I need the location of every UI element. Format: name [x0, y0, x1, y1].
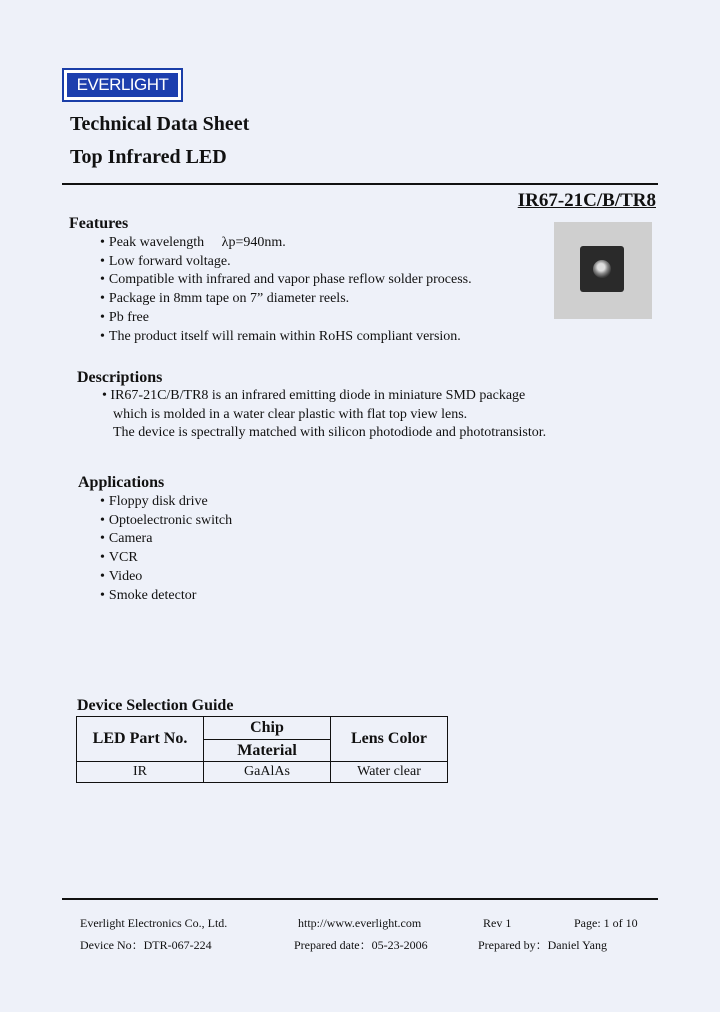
list-item: • Compatible with infrared and vapor phase reflow solder process. [100, 271, 472, 290]
led-package-image [580, 246, 624, 292]
footer-device-no: Device No：DTR-067-224 [80, 938, 212, 952]
list-item: • Camera [100, 530, 232, 549]
list-item: • Peak wavelength λp=940nm. [100, 234, 472, 253]
col-led-part-no: LED Part No. [77, 717, 204, 762]
doc-subtitle: Top Infrared LED [70, 146, 227, 168]
col-chip: Chip [204, 717, 331, 740]
list-item: • VCR [100, 549, 232, 568]
part-number: IR67-21C/B/TR8 [517, 190, 656, 211]
applications-list [100, 493, 232, 605]
cell-material: GaAlAs [204, 762, 331, 783]
device-selection-table [76, 716, 448, 783]
list-item: • Pb free [100, 309, 472, 328]
description-line-2: which is molded in a water clear plastic with flat top view lens. [113, 407, 468, 422]
features-list [100, 234, 472, 346]
description-line-3: The device is spectrally matched with silicon photodiode and phototransistor. [113, 425, 547, 440]
list-item: • Video [100, 568, 232, 587]
footer-divider [62, 898, 658, 900]
list-item: • The product itself will remain within RoHS compliant version. [100, 328, 472, 347]
features-heading: Features [69, 215, 129, 232]
col-material: Material [204, 740, 331, 762]
footer-url[interactable]: http://www.everlight.com [298, 916, 422, 930]
footer-company: Everlight Electronics Co., Ltd. [80, 916, 228, 930]
everlight-logo [62, 68, 183, 102]
footer-rev: Rev 1 [483, 916, 512, 930]
col-lens-color: Lens Color [331, 717, 448, 762]
logo-text: EVERLIGHT [67, 73, 178, 97]
led-product-photo [554, 222, 652, 319]
list-item: • Smoke detector [100, 587, 232, 606]
description-line-1: • IR67-21C/B/TR8 is an infrared emitting diode in miniature SMD package [102, 388, 526, 403]
table-row [77, 762, 448, 783]
descriptions-heading: Descriptions [77, 369, 163, 386]
footer-prepared-date: Prepared date：05-23-2006 [294, 938, 428, 952]
doc-title: Technical Data Sheet [70, 113, 250, 135]
cell-part: IR [77, 762, 204, 783]
footer-page: Page: 1 of 10 [574, 916, 638, 930]
list-item: • Package in 8mm tape on 7” diameter reels. [100, 290, 472, 309]
applications-heading: Applications [78, 474, 165, 491]
selection-guide-heading: Device Selection Guide [77, 697, 234, 714]
list-item: • Floppy disk drive [100, 493, 232, 512]
header-divider [62, 183, 658, 185]
list-item: • Optoelectronic switch [100, 512, 232, 531]
list-item: • Low forward voltage. [100, 253, 472, 272]
cell-lens: Water clear [331, 762, 448, 783]
footer-prepared-by: Prepared by：Daniel Yang [478, 938, 607, 952]
